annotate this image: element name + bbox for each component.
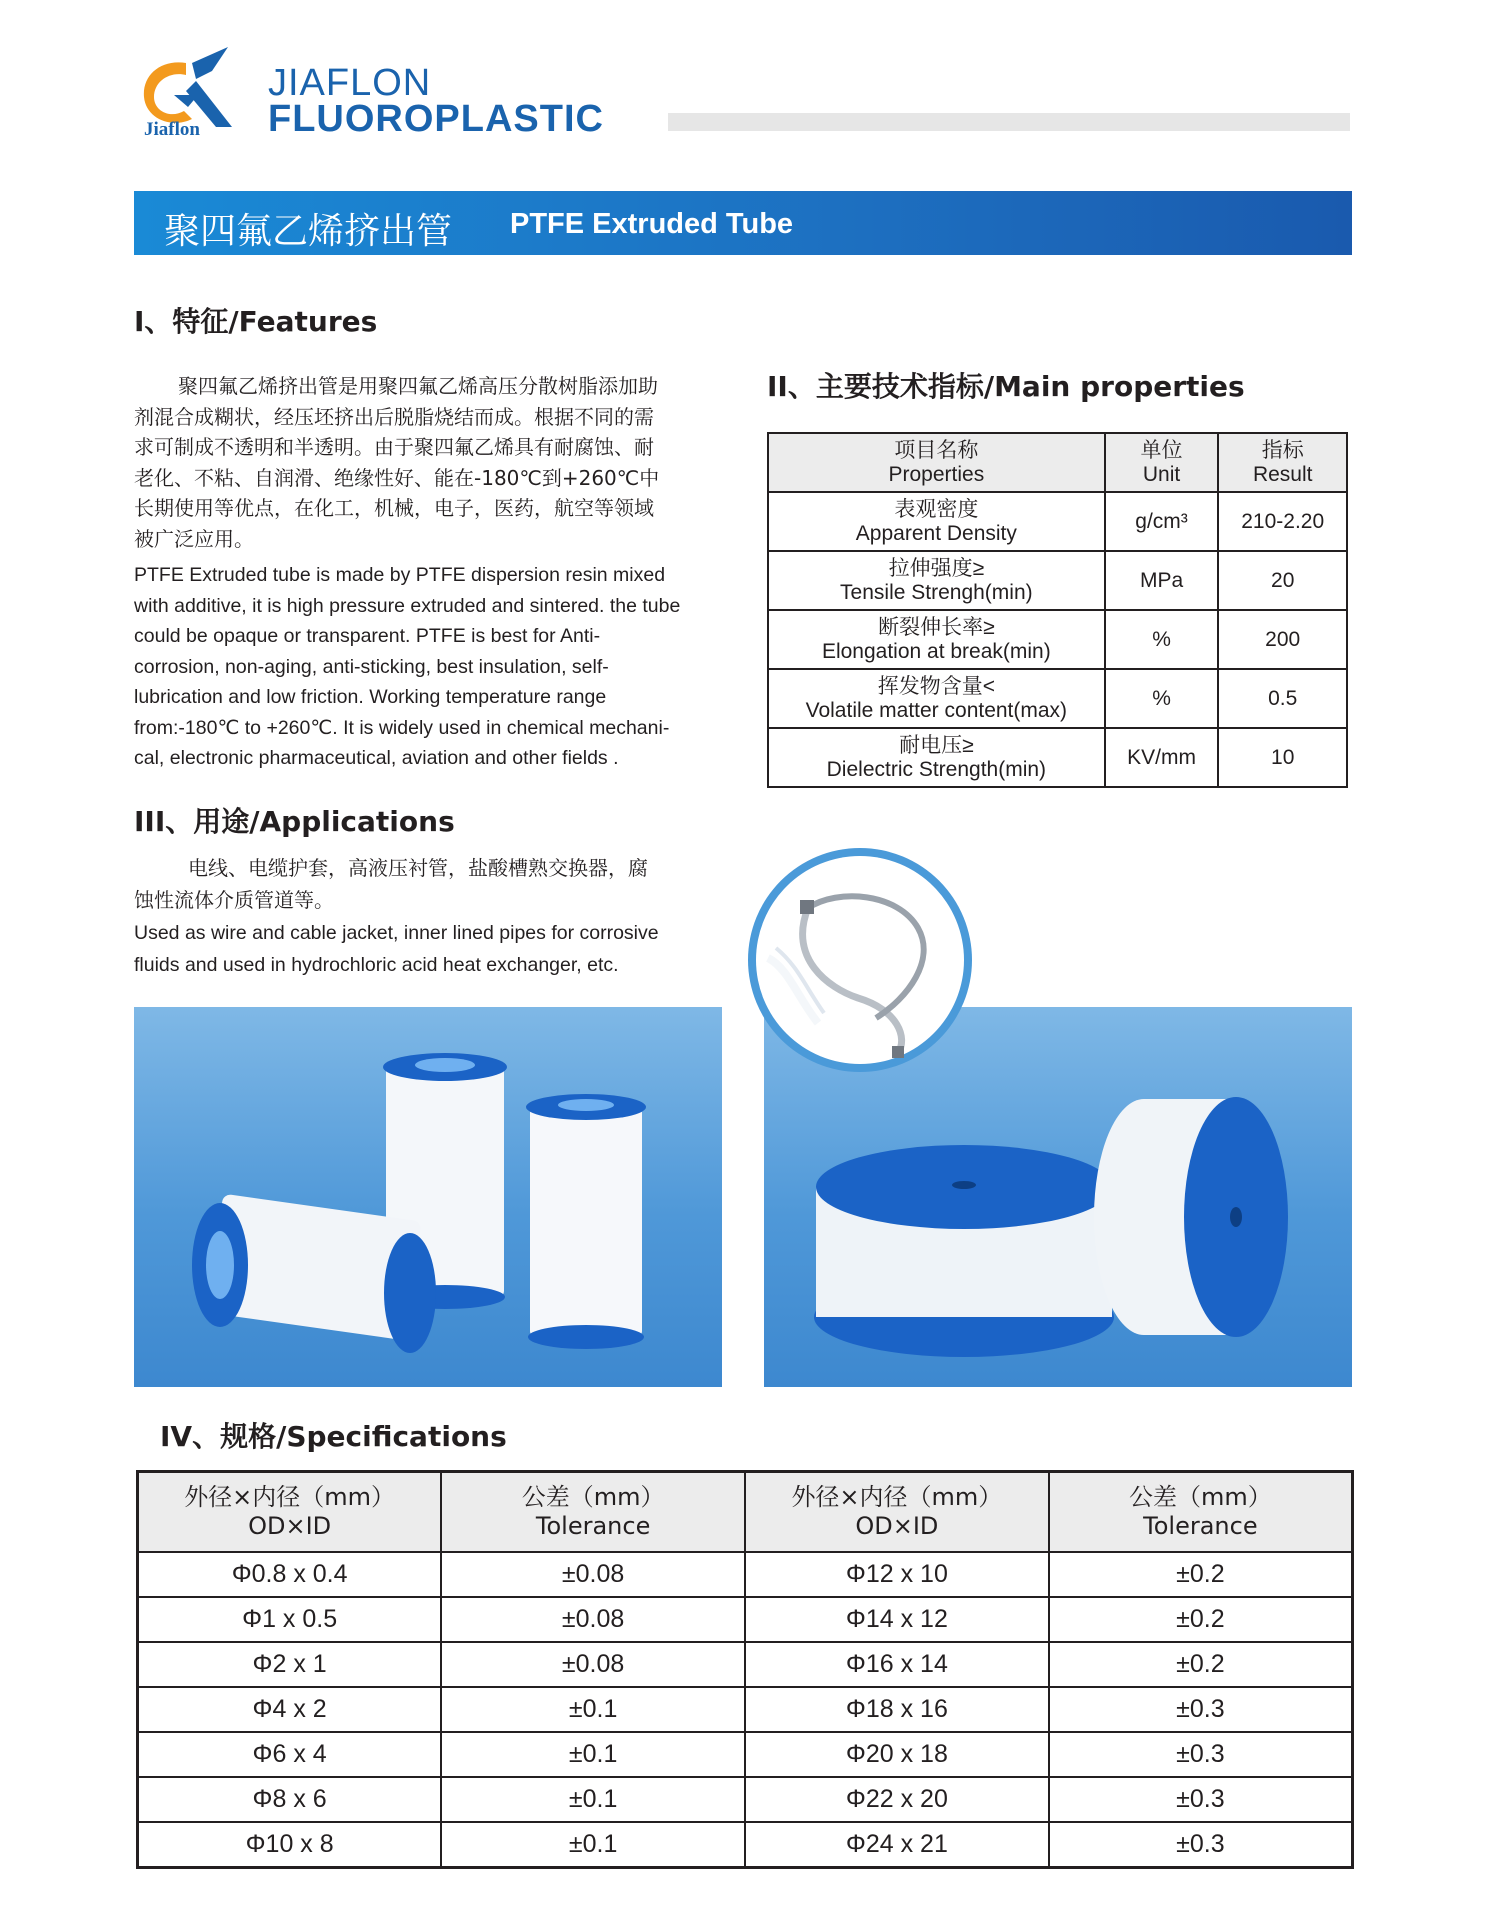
banner-title-en: PTFE Extruded Tube xyxy=(510,208,794,240)
property-name-cn: 耐电压≥ xyxy=(899,733,974,757)
property-result: 200 xyxy=(1218,610,1347,669)
header-en: Tolerance xyxy=(1143,1512,1258,1540)
header-cn: 外径×内径（mm） xyxy=(184,1483,396,1511)
size-cell: Φ0.8 x 0.4 xyxy=(138,1552,442,1597)
text-line: 长期使用等优点，在化工，机械，电子，医药，航空等领域 xyxy=(134,496,654,520)
property-unit: KV/mm xyxy=(1105,728,1219,787)
property-name-en: Volatile matter content(max) xyxy=(805,698,1068,722)
applications-heading: III、用途/Applications xyxy=(134,805,455,838)
header-en: Properties xyxy=(888,462,985,486)
table-header-row xyxy=(138,1472,1353,1553)
table-row xyxy=(138,1732,1353,1777)
properties-heading: II、主要技术指标/Main properties xyxy=(767,370,1245,403)
text-line: 被广泛应用。 xyxy=(134,526,254,551)
text-line: with additive, it is high pressure extruded and sintered. the tube xyxy=(134,594,681,617)
specifications-table xyxy=(136,1470,1354,1869)
property-name-cn: 拉伸强度≥ xyxy=(888,556,985,580)
property-name-en: Dielectric Strength(min) xyxy=(826,757,1047,781)
text-line: fluids and used in hydrochloric acid heat exchanger, etc. xyxy=(134,954,619,976)
header-en: Tolerance xyxy=(535,1512,651,1540)
text-line: corrosion, non-aging, anti-sticking, best insulation, self- xyxy=(134,655,609,678)
product-photo-tube-rolls xyxy=(134,1007,722,1387)
property-name xyxy=(768,610,1105,669)
header-od-id xyxy=(745,1472,1049,1553)
table-row xyxy=(138,1552,1353,1597)
text-line: 剂混合成糊状，经压坯挤出后脱脂烧结而成。根据不同的需 xyxy=(134,404,654,429)
features-paragraph-en xyxy=(134,560,720,774)
property-name-en: Tensile Strengh(min) xyxy=(840,580,1033,604)
product-inset-photo-hose xyxy=(748,848,972,1072)
logo-text: Jiaflon xyxy=(144,119,200,140)
header-divider-bar xyxy=(668,113,1350,131)
tolerance-cell: ±0.3 xyxy=(1049,1822,1353,1868)
company-logo xyxy=(136,45,246,145)
header-result xyxy=(1218,433,1347,492)
applications-paragraph-cn xyxy=(134,852,720,916)
size-cell: Φ16 x 14 xyxy=(745,1642,1049,1687)
title-banner xyxy=(134,191,1352,255)
header-cn: 单位 xyxy=(1140,438,1183,462)
header-en: OD×ID xyxy=(248,1512,332,1540)
property-name-cn: 挥发物含量< xyxy=(877,674,995,698)
property-result: 0.5 xyxy=(1218,669,1347,728)
header-cn: 指标 xyxy=(1261,438,1304,462)
header-properties xyxy=(768,433,1105,492)
size-cell: Φ22 x 20 xyxy=(745,1777,1049,1822)
tolerance-cell: ±0.3 xyxy=(1049,1732,1353,1777)
property-result: 10 xyxy=(1218,728,1347,787)
text-line: 蚀性流体介质管道等。 xyxy=(134,888,334,912)
table-row xyxy=(768,728,1347,787)
property-name xyxy=(768,551,1105,610)
property-name-cn: 表观密度 xyxy=(894,497,979,521)
size-cell: Φ20 x 18 xyxy=(745,1732,1049,1777)
tolerance-cell: ±0.08 xyxy=(441,1597,745,1642)
table-row xyxy=(138,1597,1353,1642)
table-row xyxy=(138,1822,1353,1868)
header-en: Unit xyxy=(1142,462,1181,486)
header-cn: 外径×内径（mm） xyxy=(791,1483,1003,1511)
tolerance-cell: ±0.1 xyxy=(441,1732,745,1777)
property-unit: MPa xyxy=(1105,551,1219,610)
text-line: Used as wire and cable jacket, inner lined pipes for corrosive xyxy=(134,922,659,944)
table-row xyxy=(768,610,1347,669)
property-name xyxy=(768,492,1105,551)
features-heading: I、特征/Features xyxy=(134,305,378,338)
property-unit: g/cm³ xyxy=(1105,492,1219,551)
property-name xyxy=(768,669,1105,728)
header-od-id xyxy=(138,1472,442,1553)
specifications-heading: IV、规格/Specifications xyxy=(160,1420,507,1453)
text-line: PTFE Extruded tube is made by PTFE dispersion resin mixed xyxy=(134,564,666,586)
property-name xyxy=(768,728,1105,787)
header-cn: 公差（mm） xyxy=(521,1483,665,1511)
header-en: OD×ID xyxy=(855,1512,939,1540)
header-cn: 公差（mm） xyxy=(1128,1483,1272,1511)
size-cell: Φ10 x 8 xyxy=(138,1822,442,1868)
property-result: 210-2.20 xyxy=(1218,492,1347,551)
tube-rolls-illustration xyxy=(134,1007,722,1387)
tolerance-cell: ±0.3 xyxy=(1049,1777,1353,1822)
size-cell: Φ18 x 16 xyxy=(745,1687,1049,1732)
property-result: 20 xyxy=(1218,551,1347,610)
table-header-row xyxy=(768,433,1347,492)
tolerance-cell: ±0.08 xyxy=(441,1552,745,1597)
property-name-en: Apparent Density xyxy=(855,521,1017,545)
size-cell: Φ8 x 6 xyxy=(138,1777,442,1822)
tolerance-cell: ±0.2 xyxy=(1049,1597,1353,1642)
property-unit: % xyxy=(1105,610,1219,669)
property-name-en: Elongation at break(min) xyxy=(821,639,1051,663)
text-line: could be opaque or transparent. PTFE is best for Anti- xyxy=(134,625,601,647)
size-cell: Φ14 x 12 xyxy=(745,1597,1049,1642)
header-tolerance xyxy=(441,1472,745,1553)
size-cell: Φ1 x 0.5 xyxy=(138,1597,442,1642)
header-cn: 项目名称 xyxy=(894,438,979,462)
property-unit: % xyxy=(1105,669,1219,728)
banner-title-cn: 聚四氟乙烯挤出管 xyxy=(164,211,453,252)
tolerance-cell: ±0.2 xyxy=(1049,1642,1353,1687)
tolerance-cell: ±0.2 xyxy=(1049,1552,1353,1597)
size-cell: Φ24 x 21 xyxy=(745,1822,1049,1868)
text-line: 电线、电缆护套，高液压衬管，盐酸槽熟交换器，腐 xyxy=(188,856,648,880)
table-row xyxy=(138,1642,1353,1687)
tolerance-cell: ±0.08 xyxy=(441,1642,745,1687)
brand-name-line2: FLUOROPLASTIC xyxy=(268,98,604,140)
table-row xyxy=(768,669,1347,728)
text-line: from:-180℃ to +260℃. It is widely used in chemical mechani- xyxy=(134,716,670,739)
tolerance-cell: ±0.1 xyxy=(441,1777,745,1822)
applications-paragraph-en xyxy=(134,917,734,981)
size-cell: Φ2 x 1 xyxy=(138,1642,442,1687)
braided-hose-illustration xyxy=(748,848,972,1072)
tolerance-cell: ±0.1 xyxy=(441,1822,745,1868)
features-paragraph-cn xyxy=(134,371,720,554)
text-line: 求可制成不透明和半透明。由于聚四氟乙烯具有耐腐蚀、耐 xyxy=(134,435,654,459)
property-name-cn: 断裂伸长率≥ xyxy=(878,615,995,639)
text-line: 老化、不粘、自润滑、绝缘性好、能在-180℃到+260℃中 xyxy=(134,465,660,490)
table-row xyxy=(768,492,1347,551)
size-cell: Φ12 x 10 xyxy=(745,1552,1049,1597)
tolerance-cell: ±0.3 xyxy=(1049,1687,1353,1732)
text-line: cal, electronic pharmaceutical, aviation and other fields . xyxy=(134,747,619,769)
table-row xyxy=(138,1777,1353,1822)
tolerance-cell: ±0.1 xyxy=(441,1687,745,1732)
table-row xyxy=(138,1687,1353,1732)
size-cell: Φ6 x 4 xyxy=(138,1732,442,1777)
header-unit xyxy=(1105,433,1219,492)
header-tolerance xyxy=(1049,1472,1353,1553)
text-line: lubrication and low friction. Working temperature range xyxy=(134,686,607,708)
header-en: Result xyxy=(1252,462,1313,486)
size-cell: Φ4 x 2 xyxy=(138,1687,442,1732)
brand-name-line1: JIAFLON xyxy=(268,62,432,104)
table-row xyxy=(768,551,1347,610)
text-line: 聚四氟乙烯挤出管是用聚四氟乙烯高压分散树脂添加助 xyxy=(178,374,658,398)
properties-table xyxy=(767,432,1348,788)
